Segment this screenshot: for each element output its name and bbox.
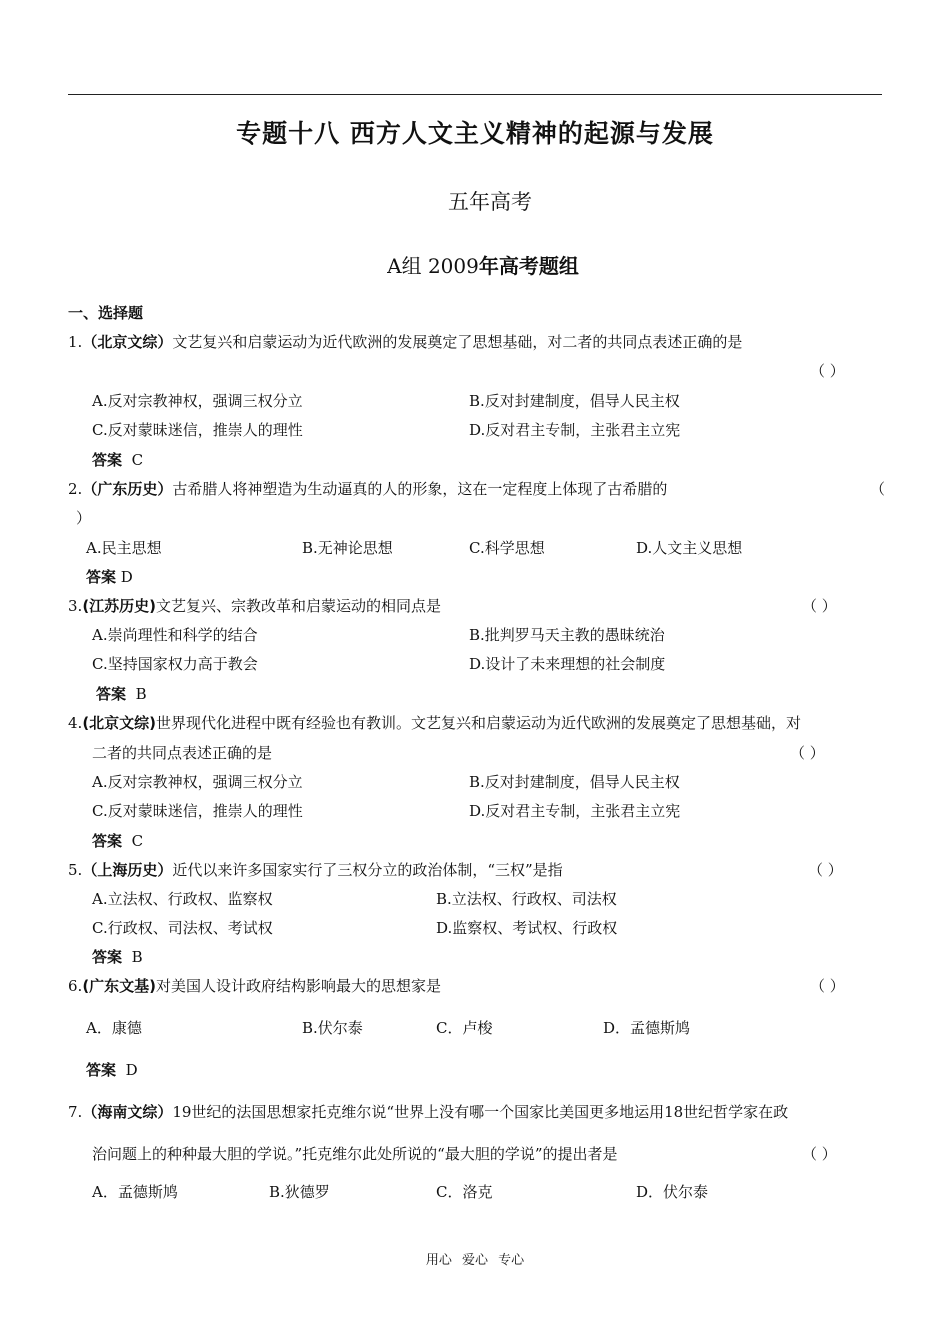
answer-value: C — [131, 832, 144, 850]
question-source: (北京文综) — [82, 714, 157, 732]
question-number: 4. — [68, 714, 83, 732]
option-d: D．孟德斯鸠 — [603, 1019, 691, 1037]
question-7-stem-continued: 治问题上的种种最大胆的学说。”托克维尔此处所说的“最大胆的学说”的提出者是 — [92, 1145, 618, 1163]
option-a: A.立法权、行政权、监察权 — [92, 890, 273, 908]
option-d: D．伏尔泰 — [636, 1183, 709, 1201]
option-c: C．卢梭 — [436, 1019, 493, 1037]
question-number: 5. — [68, 861, 83, 879]
section-heading: 一、选择题 — [68, 304, 144, 322]
option-a: A.反对宗教神权，强调三权分立 — [92, 392, 303, 410]
answer-line — [92, 449, 143, 470]
answer-value: B — [131, 948, 143, 966]
option-c: C.科学思想 — [469, 539, 545, 557]
option-c: C.坚持国家权力高于教会 — [92, 655, 258, 673]
answer-value: B — [135, 685, 147, 703]
question-7-stem — [68, 1101, 788, 1122]
option-c: C.行政权、司法权、考试权 — [92, 919, 273, 937]
option-a: A．孟德斯鸠 — [92, 1183, 178, 1201]
question-5-answer-blank: （ ） — [808, 861, 843, 879]
option-d: D.反对君主专制，主张君主立宪 — [469, 802, 681, 820]
question-source: （海南文综） — [82, 1103, 173, 1121]
option-b: B.批判罗马天主教的愚昧统治 — [469, 626, 665, 644]
question-3-stem — [68, 595, 441, 616]
option-b: B.立法权、行政权、司法权 — [436, 890, 617, 908]
answer-value: C — [131, 451, 144, 469]
question-source: (江苏历史) — [82, 597, 157, 615]
question-1-stem — [68, 331, 742, 352]
option-c: C.反对蒙昧迷信，推崇人的理性 — [92, 421, 303, 439]
question-text: 近代以来许多国家实行了三权分立的政治体制，“三权”是指 — [172, 861, 563, 879]
answer-label: 答案 — [96, 685, 127, 703]
question-text: 19世纪的法国思想家托克维尔说“世界上没有哪一个国家比美国更多地运用18世纪哲学家在政 — [172, 1103, 789, 1121]
question-text: 对美国人设计政府结构影响最大的思想家是 — [156, 977, 442, 995]
option-d: D.设计了未来理想的社会制度 — [469, 655, 666, 673]
group-suffix: 年高考题组 — [478, 254, 579, 278]
question-2-paren-close: ） — [76, 509, 92, 527]
question-7-answer-blank: （ ） — [802, 1145, 837, 1163]
question-source: （上海历史） — [82, 861, 173, 879]
answer-label: 答案 — [86, 568, 117, 586]
question-text: 文艺复兴和启蒙运动为近代欧洲的发展奠定了思想基础，对二者的共同点表述正确的是 — [172, 333, 743, 351]
option-a: A.民主思想 — [86, 539, 162, 557]
option-a: A.崇尚理性和科学的结合 — [92, 626, 258, 644]
option-a: A.反对宗教神权，强调三权分立 — [92, 773, 303, 791]
option-c: C.反对蒙昧迷信，推崇人的理性 — [92, 802, 303, 820]
option-b: B.无神论思想 — [302, 539, 393, 557]
question-4-stem — [68, 712, 801, 733]
group-prefix: A组 2009 — [387, 254, 479, 278]
page-subtitle: 五年高考 — [448, 190, 532, 214]
answer-label: 答案 — [92, 451, 123, 469]
question-text: 古希腊人将神塑造为生动逼真的人的形象，这在一定程度上体现了古希腊的 — [172, 480, 668, 498]
option-d: D.人文主义思想 — [636, 539, 743, 557]
option-b: B.狄德罗 — [269, 1183, 330, 1201]
answer-label: 答案 — [92, 948, 123, 966]
option-d: D.监察权、考试权、行政权 — [436, 919, 618, 937]
question-number: 7. — [68, 1103, 83, 1121]
question-number: 6. — [68, 977, 83, 995]
option-b: B.反对封建制度，倡导人民主权 — [469, 392, 680, 410]
answer-line — [92, 830, 143, 851]
question-number: 2. — [68, 480, 83, 498]
option-b: B.反对封建制度，倡导人民主权 — [469, 773, 680, 791]
question-4-stem-continued: 二者的共同点表述正确的是 — [92, 744, 273, 762]
header-rule — [68, 94, 882, 95]
question-text: 世界现代化进程中既有经验也有教训。文艺复兴和启蒙运动为近代欧洲的发展奠定了思想基础，对 — [156, 714, 802, 732]
answer-line — [92, 946, 143, 967]
option-d: D.反对君主专制，主张君主立宪 — [469, 421, 681, 439]
option-a: A．康德 — [86, 1019, 142, 1037]
question-source: (广东文基) — [82, 977, 157, 995]
answer-value: D — [120, 568, 133, 586]
answer-label: 答案 — [86, 1061, 117, 1079]
question-2-stem — [68, 478, 667, 499]
page-footer: 用心 爱心 专心 — [425, 1253, 525, 1268]
question-source: （北京文综） — [82, 333, 173, 351]
question-6-stem — [68, 975, 441, 996]
answer-line — [86, 1059, 138, 1080]
question-source: （广东历史） — [82, 480, 173, 498]
group-heading — [0, 250, 950, 279]
question-number: 3. — [68, 597, 83, 615]
question-4-answer-blank: （ ） — [790, 744, 825, 762]
page-title: 专题十八 西方人文主义精神的起源与发展 — [236, 119, 714, 148]
option-b: B.伏尔泰 — [302, 1019, 363, 1037]
option-c: C．洛克 — [436, 1183, 493, 1201]
answer-label: 答案 — [92, 832, 123, 850]
answer-line — [86, 566, 133, 587]
answer-line — [96, 683, 147, 704]
question-5-stem — [68, 859, 563, 880]
question-6-answer-blank: （ ） — [810, 977, 845, 995]
answer-value: D — [125, 1061, 138, 1079]
question-number: 1. — [68, 333, 83, 351]
question-1-answer-blank: （ ） — [810, 362, 845, 380]
question-3-answer-blank: （ ） — [802, 597, 837, 615]
question-2-paren-open: （ — [870, 480, 886, 498]
question-text: 文艺复兴、宗教改革和启蒙运动的相同点是 — [156, 597, 442, 615]
